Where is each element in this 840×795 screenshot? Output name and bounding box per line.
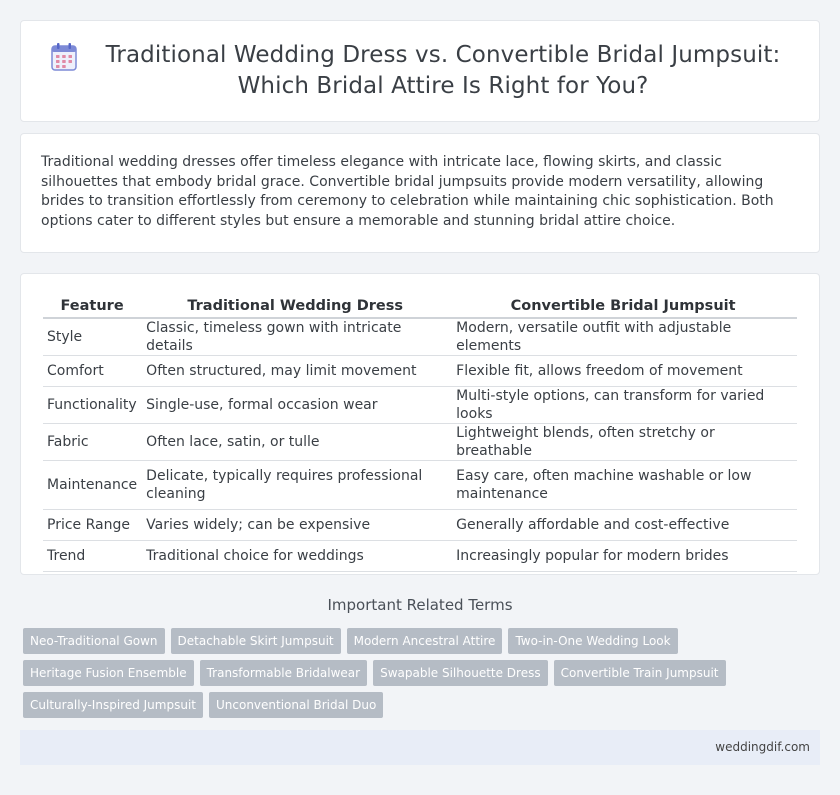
row-traditional: Traditional choice for weddings <box>146 548 364 564</box>
table-row <box>43 387 797 424</box>
intro-text: Traditional wedding dresses offer timeless elegance with intricate lace, flowing skirts, and classic silhouettes that embody bridal grace. Convertible bridal jumpsuits provide modern versatility, allowing brides to transition effortlessly from ceremony to celebration while maintaining chic sophistication. Both options cater to different styles but ensure a memorable and stunning bridal attire choice. <box>41 154 774 229</box>
table-row <box>43 461 797 510</box>
tag-link[interactable]: Culturally-Inspired Jumpsuit <box>23 692 203 718</box>
table-row <box>43 510 797 541</box>
row-traditional: Often lace, satin, or tulle <box>146 434 320 450</box>
calendar-icon <box>51 43 77 71</box>
footer <box>20 730 820 765</box>
row-traditional: Classic, timeless gown with intricate details <box>146 320 402 354</box>
row-jumpsuit: Easy care, often machine washable or low maintenance <box>456 468 752 502</box>
row-feature: Functionality <box>47 397 137 413</box>
table-row <box>43 318 797 356</box>
header-feature: Feature <box>60 298 124 314</box>
row-traditional: Delicate, typically requires professional cleaning <box>146 468 423 502</box>
tag-link[interactable]: Two-in-One Wedding Look <box>508 628 677 654</box>
row-feature: Style <box>47 329 83 345</box>
row-feature: Trend <box>47 548 86 564</box>
tag-link[interactable]: Unconventional Bridal Duo <box>209 692 383 718</box>
row-jumpsuit: Multi-style options, can transform for varied looks <box>456 388 765 422</box>
tag-link[interactable]: Detachable Skirt Jumpsuit <box>171 628 341 654</box>
comparison-table <box>43 292 797 572</box>
row-jumpsuit: Lightweight blends, often stretchy or breathable <box>456 425 715 459</box>
row-traditional: Varies widely; can be expensive <box>146 517 371 533</box>
table-row <box>43 424 797 461</box>
tag-link[interactable]: Heritage Fusion Ensemble <box>23 660 194 686</box>
row-jumpsuit: Modern, versatile outfit with adjustable elements <box>456 320 732 354</box>
header-traditional: Traditional Wedding Dress <box>187 298 403 314</box>
row-jumpsuit: Generally affordable and cost-effective <box>456 517 730 533</box>
page-title: Traditional Wedding Dress vs. Convertible Bridal Jumpsuit: Which Bridal Attire Is Right for You? <box>105 42 781 99</box>
tag-link[interactable]: Transformable Bridalwear <box>200 660 367 686</box>
header-jumpsuit: Convertible Bridal Jumpsuit <box>510 298 736 314</box>
row-feature: Fabric <box>47 434 89 450</box>
row-traditional: Single-use, formal occasion wear <box>146 397 378 413</box>
title-card <box>20 20 820 122</box>
row-jumpsuit: Increasingly popular for modern brides <box>456 548 729 564</box>
comparison-card <box>20 273 820 575</box>
tag-link[interactable]: Neo-Traditional Gown <box>23 628 165 654</box>
intro-card <box>20 133 820 253</box>
tag-link[interactable]: Modern Ancestral Attire <box>347 628 503 654</box>
row-jumpsuit: Flexible fit, allows freedom of movement <box>456 363 743 379</box>
related-terms-title: Important Related Terms <box>327 596 513 614</box>
row-feature: Comfort <box>47 363 104 379</box>
footer-site-link[interactable]: weddingdif.com <box>715 740 810 754</box>
table-row <box>43 541 797 572</box>
row-feature: Maintenance <box>47 477 138 493</box>
row-traditional: Often structured, may limit movement <box>146 363 417 379</box>
table-header-row <box>43 292 797 318</box>
related-tags <box>23 628 823 718</box>
table-row <box>43 356 797 387</box>
tag-link[interactable]: Swapable Silhouette Dress <box>373 660 548 686</box>
row-feature: Price Range <box>47 517 130 533</box>
tag-link[interactable]: Convertible Train Jumpsuit <box>554 660 726 686</box>
